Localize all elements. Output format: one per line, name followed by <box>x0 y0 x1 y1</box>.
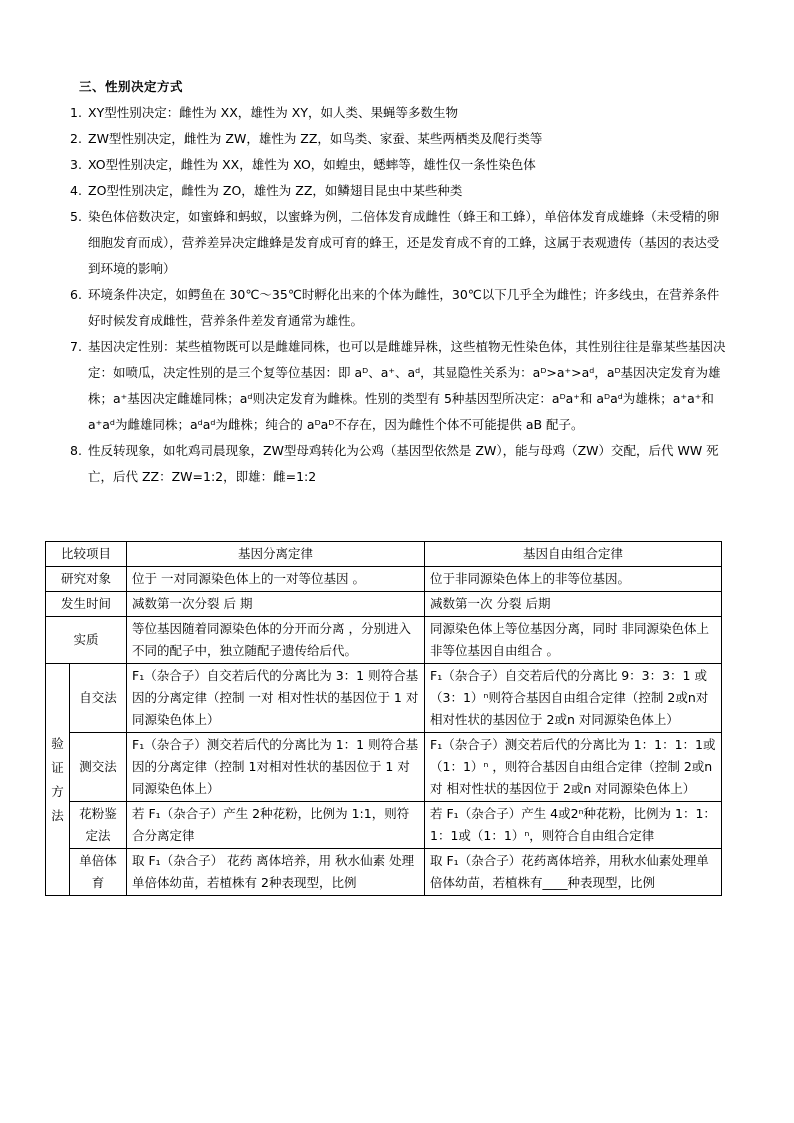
table-row <box>46 849 722 896</box>
row-label: 研究对象 <box>46 567 127 592</box>
table-row <box>46 733 722 802</box>
list-item: 3. XO型性别决定，雌性为 XX，雄性为 XO，如蝗虫，蟋蟀等，雄性仅一条性染色体 <box>70 157 536 172</box>
row-label: 实质 <box>46 617 127 664</box>
table-cell: 取 F₁（杂合子）花药离体培养，用秋水仙素处理单倍体幼苗，若植株有____种表现型，比例 <box>425 849 722 896</box>
table-cell: 同源染色体上等位基因分离，同时 非同源染色体上非等位基因自由组合 。 <box>425 617 722 664</box>
table-cell: 位于非同源染色体上的非等位基因。 <box>425 567 722 592</box>
list-item: 4. ZO型性别决定，雌性为 ZO，雄性为 ZZ，如鳞翅目昆虫中某些种类 <box>70 183 463 198</box>
list-item: 5. 染色体倍数决定，如蜜蜂和蚂蚁，以蜜蜂为例，二倍体发育成雌性（蜂王和工蜂），单倍体发育成雄蜂（未受精的卵细胞发育而成），营养差异决定雌蜂是发育成可育的蜂王，还是发育成不育的工蜂，这属于表观遗传（基因的表达受到环境的影响） <box>70 209 720 276</box>
sex-determination-list <box>70 100 730 490</box>
table-row <box>46 592 722 617</box>
list-item: 8. 性反转现象，如牝鸡司晨现象，ZW型母鸡转化为公鸡（基因型依然是 ZW），能与母鸡（ZW）交配，后代 WW 死亡，后代 ZZ：ZW=1:2，即雄：雌=1:2 <box>70 443 719 484</box>
list-item: 1. XY型性别决定：雌性为 XX，雄性为 XY，如人类、果蝇等多数生物 <box>70 105 458 120</box>
table-row <box>46 567 722 592</box>
comparison-table <box>45 541 722 896</box>
method-label: 测交法 <box>70 733 127 802</box>
section-title: 三、性别决定方式 <box>79 79 184 94</box>
table-header-row <box>46 542 722 567</box>
table-cell: F₁（杂合子）自交若后代的分离比为 3：1 则符合基因的分离定律（控制 一对 相对性状的基因位于 1 对同源染色体上） <box>127 664 425 733</box>
method-label: 花粉鉴定法 <box>70 802 127 849</box>
table-cell: 取 F₁（杂合子） 花药 离体培养，用 秋水仙素 处理单倍体幼苗，若植株有 2种表现型，比例 <box>127 849 425 896</box>
header-item: 比较项目 <box>46 542 127 567</box>
method-label: 单倍体育 <box>70 849 127 896</box>
row-label: 发生时间 <box>46 592 127 617</box>
table-row <box>46 617 722 664</box>
list-item: 7. 基因决定性别：某些植物既可以是雌雄同株，也可以是雌雄异株，这些植物无性染色体，其性别往往是靠某些基因决定：如喷瓜，决定性别的是三个复等位基因：即 aᴰ、a⁺、aᵈ，其显隐性关系为：aᴰ>a⁺>aᵈ，aᴰ基因决定发育为雄株；a⁺基因决定雌雄同株；aᵈ则决定发育为雌株。性别的类型有 5种基因型所决定：aᴰa⁺和 aᴰaᵈ为雄株；a⁺a⁺和 a⁺aᵈ为雌雄同株；aᵈaᵈ为雌株；纯合的 aᴰaᴰ不存在，因为雌性个体不可能提供 aB 配子。 <box>70 339 726 432</box>
table-row <box>46 802 722 849</box>
table-cell: F₁（杂合子）测交若后代的分离比为 1：1 则符合基因的分离定律（控制 1对相对性状的基因位于 1 对同源染色体上） <box>127 733 425 802</box>
table-cell: 位于 一对同源染色体上的一对等位基因 。 <box>127 567 425 592</box>
list-item: 2. ZW型性别决定，雌性为 ZW，雄性为 ZZ，如鸟类、家蚕、某些两栖类及爬行类等 <box>70 131 543 146</box>
table-cell: F₁（杂合子）自交若后代的分离比 9：3：3：1 或（3：1）ⁿ则符合基因自由组合定律（控制 2或n对 相对性状的基因位于 2或n 对同源染色体上） <box>425 664 722 733</box>
table-cell: 减数第一次 分裂 后期 <box>425 592 722 617</box>
header-separation-law: 基因分离定律 <box>127 542 425 567</box>
list-item: 6. 环境条件决定，如鳄鱼在 30℃～35℃时孵化出来的个体为雌性，30℃以下几乎全为雌性；许多线虫，在营养条件好时候发育成雌性，营养条件差发育通常为雄性。 <box>70 287 720 328</box>
table-cell: F₁（杂合子）测交若后代的分离比为 1：1：1：1或（1：1）ⁿ ，则符合基因自由组合定律（控制 2或n对 相对性状的基因位于 2或n 对同源染色体上） <box>425 733 722 802</box>
table-cell: 若 F₁（杂合子）产生 4或2ⁿ种花粉，比例为 1：1：1：1或（1：1）ⁿ，则符合自由组合定律 <box>425 802 722 849</box>
method-label: 自交法 <box>70 664 127 733</box>
table-cell: 减数第一次分裂 后 期 <box>127 592 425 617</box>
table-cell: 等位基因随着同源染色体的分开而分离 ，分别进入不同的配子中，独立随配子遗传给后代。 <box>127 617 425 664</box>
table-row <box>46 664 722 733</box>
header-independent-assortment: 基因自由组合定律 <box>425 542 722 567</box>
table-cell: 若 F₁（杂合子）产生 2种花粉，比例为 1:1，则符合分离定律 <box>127 802 425 849</box>
verify-method-label: 验证方法 <box>46 664 70 896</box>
